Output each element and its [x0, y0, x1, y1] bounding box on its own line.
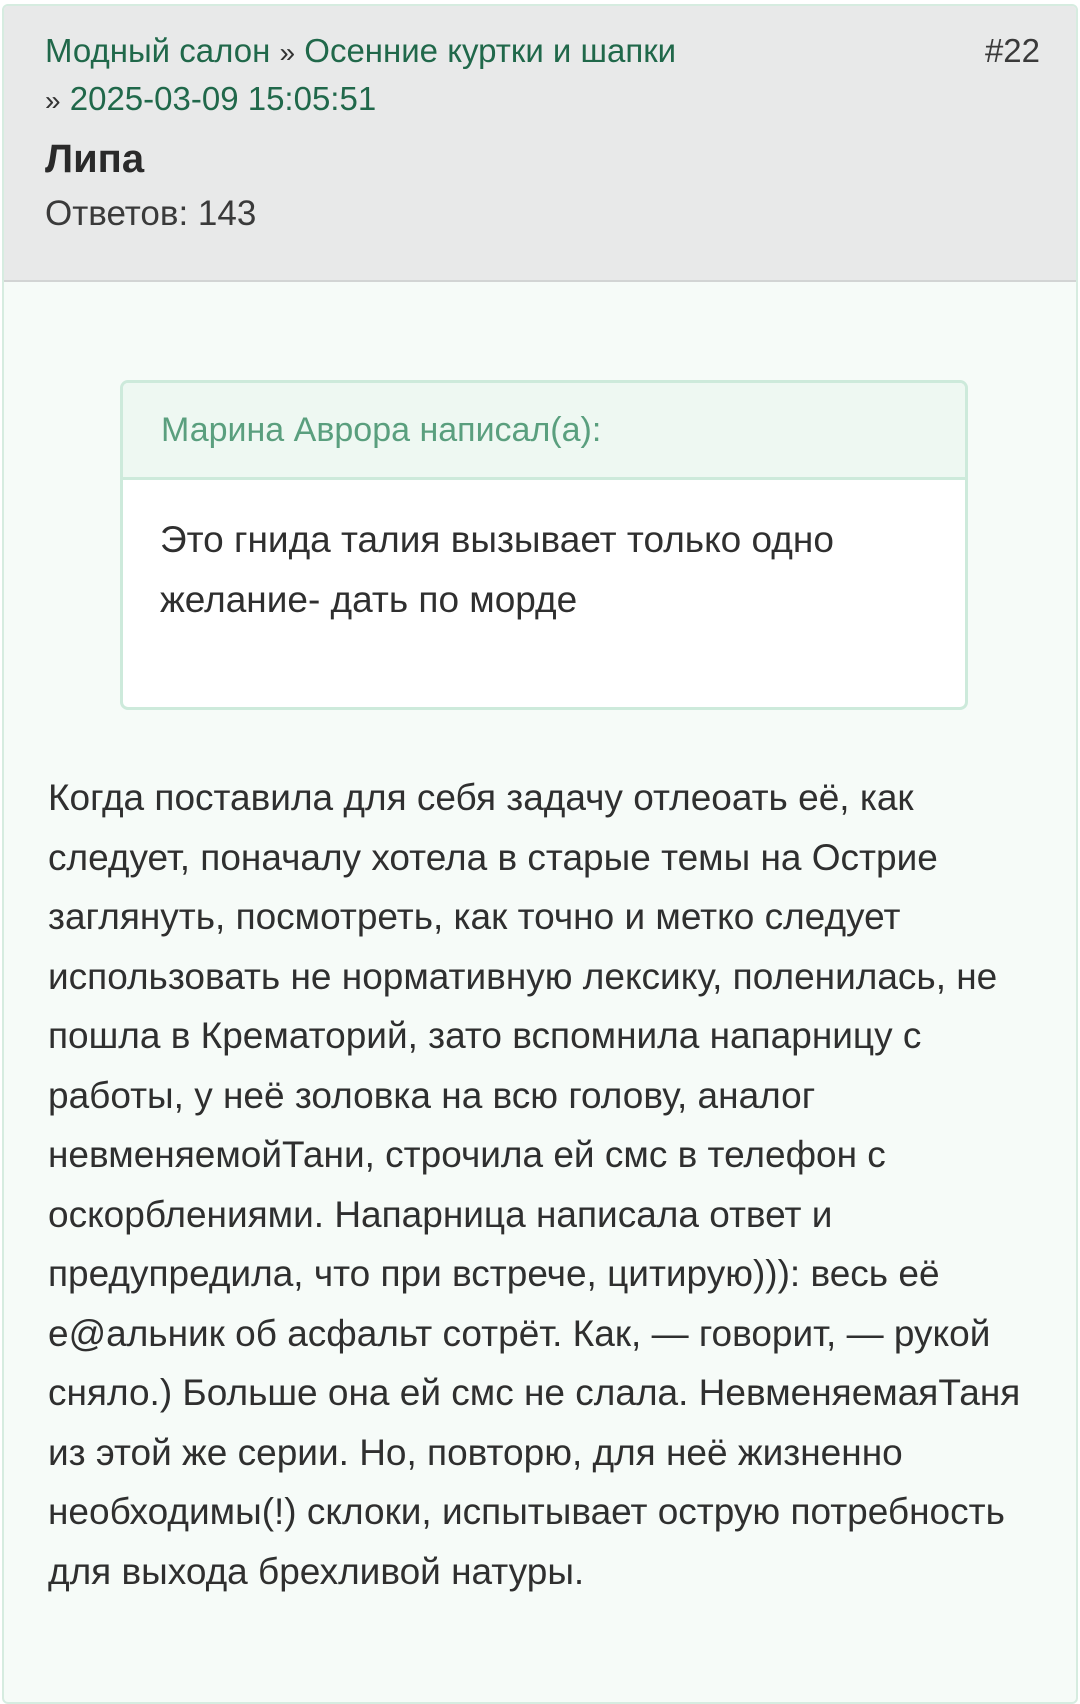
- breadcrumb-separator: »: [45, 85, 61, 116]
- post-body-text: Когда поставила для себя задачу отлеоать её, как следует, поначалу хотела в старые темы на Острие заглянуть, посмотреть, как точно и метко следует использовать не нормативную лексику, поленилась, не пошла в Крематорий, зато вспомнила напарницу с работы, у неё золовка на всю голову, аналог невменяемойТани, строчила ей смс в телефон с оскорблениями. Напарница написала ответ и предупредила, что при встрече, цитирую))): весь её е@альник об асфальт сотрёт. Как, — говорит, — рукой сняло.) Больше она ей смс не слала. НевменяемаяТаня из этой же серии. Но, повторю, для неё жизненно необходимы(!) склоки, испытывает острую потребность для выхода брехливой натуры.: [48, 777, 1021, 1592]
- forum-post: [2, 4, 1078, 1704]
- breadcrumb: [45, 28, 905, 124]
- post-datetime-link[interactable]: 2025-03-09 15:05:51: [69, 80, 377, 117]
- breadcrumb-topic-link[interactable]: Осенние куртки и шапки: [304, 32, 677, 69]
- post-number[interactable]: #22: [984, 32, 1040, 69]
- quote-text: Это гнида талия вызывает только одно желание- дать по морде: [160, 519, 834, 620]
- breadcrumb-forum-link[interactable]: Модный салон: [45, 32, 271, 69]
- post-header: [4, 6, 1076, 282]
- quote-header: Марина Аврора написал(а):: [123, 383, 965, 480]
- author-reply-count: Ответов: 143: [45, 194, 257, 233]
- breadcrumb-separator: »: [279, 37, 296, 68]
- post-author[interactable]: Липа: [45, 137, 145, 181]
- quote-block: [120, 380, 968, 710]
